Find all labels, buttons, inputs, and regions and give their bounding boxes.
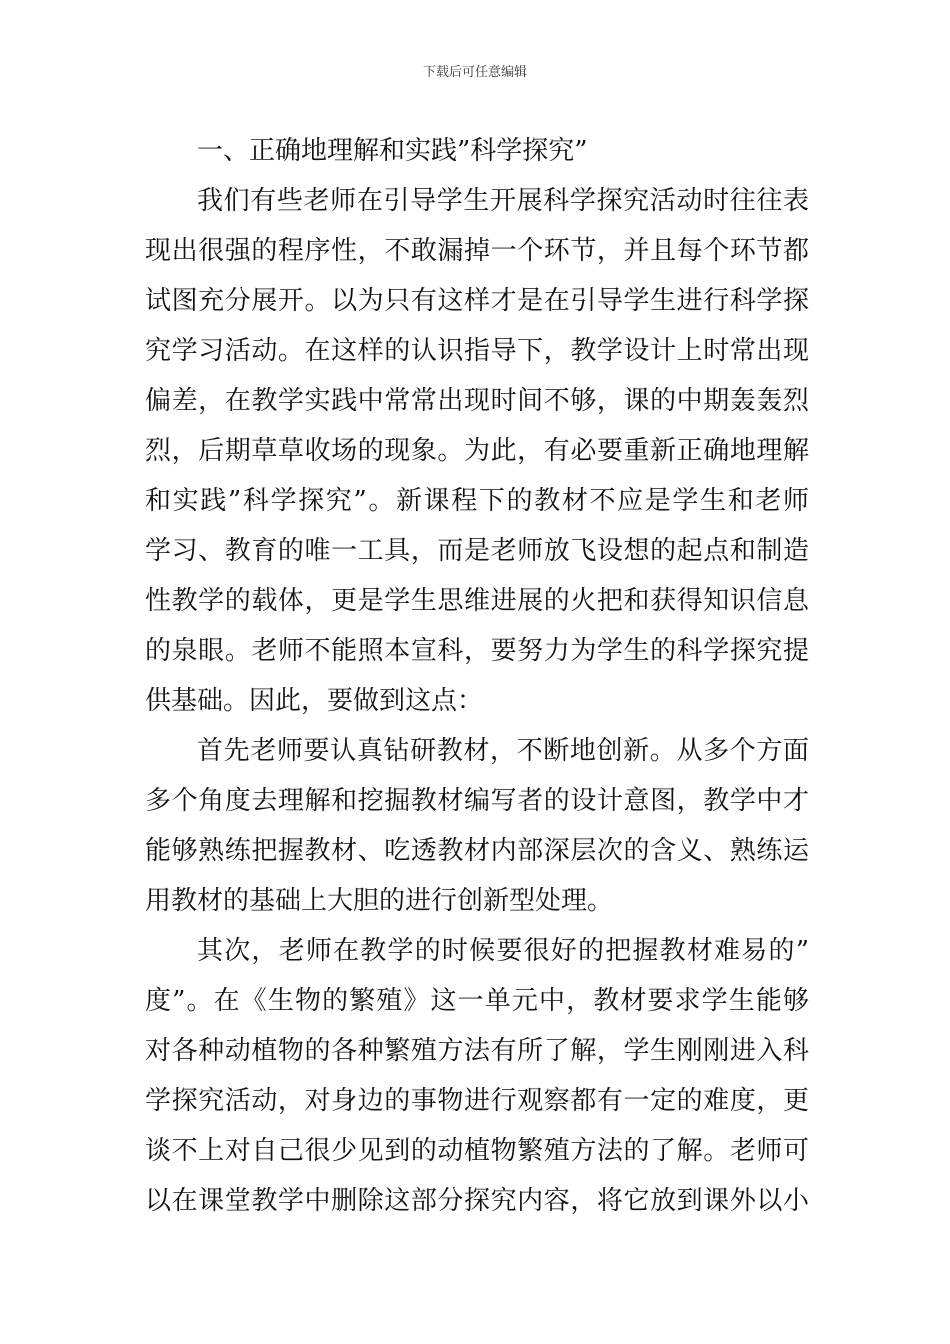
text-line: 烈，后期草草收场的现象。为此，有必要重新正确地理解 [145,436,809,466]
text-line: 对各种动植物的各种繁殖方法有所了解，学生刚刚进入科 [145,1036,809,1066]
text-line: 我们有些老师在引导学生开展科学探究活动时往往表 [197,186,809,216]
text-line: 试图充分展开。以为只有这样才是在引导学生进行科学探 [145,286,809,316]
document-body [145,126,809,1226]
text-line: 多个角度去理解和挖掘教材编写者的设计意图，教学中才 [145,786,809,816]
text-line: 能够熟练把握教材、吃透教材内部深层次的含义、熟练运 [145,836,809,866]
text-line: 的泉眼。老师不能照本宣科，要努力为学生的科学探究提 [145,636,809,666]
section-heading: 一、正确地理解和实践”科学探究” [197,136,588,166]
text-line: 谈不上对自己很少见到的动植物繁殖方法的了解。老师可 [145,1136,809,1166]
text-line: 现出很强的程序性，不敢漏掉一个环节，并且每个环节都 [145,236,809,266]
text-line: 学习、教育的唯一工具，而是老师放飞设想的起点和制造 [145,536,809,566]
text-line: 用教材的基础上大胆的进行创新型处理。 [145,886,614,916]
paragraph-3 [145,926,809,1226]
text-line: 和实践”科学探究”。新课程下的教材不应是学生和老师 [145,486,809,516]
text-line: 度”。在《生物的繁殖》这一单元中，教材要求学生能够 [145,986,809,1016]
paragraph-2 [145,726,809,926]
text-line: 性教学的载体，更是学生思维进展的火把和获得知识信息 [145,586,809,616]
paragraph-1 [145,176,809,726]
text-line: 学探究活动，对身边的事物进行观察都有一定的难度，更 [145,1086,809,1116]
text-line: 究学习活动。在这样的认识指导下，教学设计上时常出现 [145,336,809,366]
text-line: 偏差，在教学实践中常常出现时间不够，课的中期轰轰烈 [145,386,809,416]
text-line: 首先老师要认真钻研教材，不断地创新。从多个方面 [197,736,809,766]
text-line: 其次，老师在教学的时候要很好的把握教材难易的” [197,936,809,966]
text-line: 以在课堂教学中删除这部分探究内容，将它放到课外以小 [145,1186,809,1216]
page-header: 下载后可任意编辑 [422,65,527,80]
text-line: 供基础。因此，要做到这点： [145,686,484,716]
